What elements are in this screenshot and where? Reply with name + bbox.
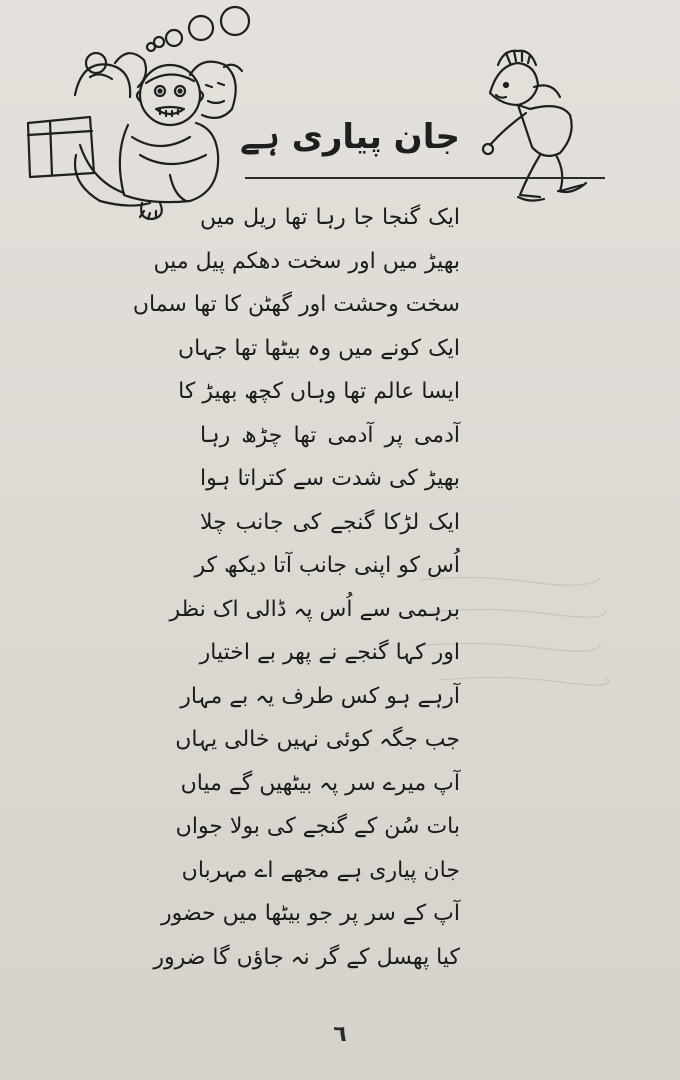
verse-line: برہمی سے اُس پہ ڈالی اک نظر [169, 596, 460, 622]
verse-line: کیا پھسل کے گر نہ جاؤں گا ضرور [153, 944, 460, 970]
verse-line: آپ کے سر پر جو بیٹھا میں حضور [160, 901, 460, 926]
thought-bubble [221, 7, 249, 35]
verse-line: جان پیاری ہے مجھے اے مہرباں [181, 857, 460, 883]
verse-line: آپ میرے سر پہ بیٹھیں گے میاں [180, 770, 460, 796]
thought-bubble [154, 37, 164, 47]
verse-line: بھیڑ کی شدت سے کتراتا ہوا [200, 466, 460, 491]
verse-line: بات سُن کے گنجے کی بولا جواں [175, 814, 460, 839]
verse-line: بھیڑ میں اور سخت دھکم پیل میں [153, 248, 460, 274]
verse-line: جب جگہ کوئی نہیں خالی یہاں [175, 727, 460, 752]
verse-line: ایک گنجا جا رہا تھا ریل میں [200, 205, 460, 230]
page-number: ٦ [333, 1022, 347, 1047]
poem-title: جان پیاری ہے [240, 117, 460, 157]
verse-line: ایسا عالم تھا وہاں کچھ بھیڑ کا [178, 379, 460, 404]
verse-line: آرہے ہو کس طرف یہ بے مہار [180, 683, 460, 709]
poem-body [132, 196, 460, 979]
thought-bubble [189, 16, 213, 40]
verse-line: اور کہا گنجے نے پھر بے اختیار [199, 640, 460, 665]
verse-line: ایک کونے میں وہ بیٹھا تھا جہاں [178, 335, 460, 361]
verse-line: ایک لڑکا گنجے کی جانب چلا [200, 509, 460, 535]
thought-bubble [166, 30, 182, 46]
verse-line: اُس کو اپنی جانب آتا دیکھ کر [194, 553, 460, 578]
verse-line: سخت وحشت اور گھٹن کا تھا سماں [132, 292, 460, 317]
header-rule [245, 177, 605, 179]
verse-line: آدمی پر آدمی تھا چڑھ رہا [200, 422, 460, 448]
